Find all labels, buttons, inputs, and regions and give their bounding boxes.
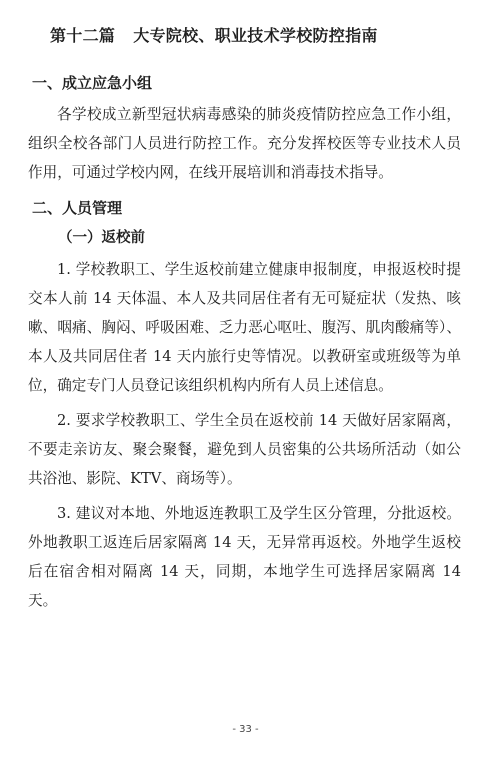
section-heading: 一、成立应急小组 xyxy=(32,74,153,92)
chapter-title: 大专院校、职业技术学校防控指南 xyxy=(133,26,378,45)
paragraph: 2. 要求学校教职工、学生全员在返校前 14 天做好居家隔离，不要走亲访友、聚会聚餐，避免到人员密集的公共场所活动（如公共浴池、影院、KTV、商场等）。 xyxy=(28,412,461,487)
section-emergency-group xyxy=(28,68,461,187)
section-heading: 二、人员管理 xyxy=(32,199,123,217)
page-title xyxy=(28,22,461,50)
paragraph: 各学校成立新型冠状病毒感染的肺炎疫情防控应急工作小组，组织全校各部门人员进行防控工作。充分发挥校医等专业技术人员作用，可通过学校内网，在线开展培训和消毒技术指导。 xyxy=(28,106,461,181)
sub-heading: （一）返校前 xyxy=(58,229,145,246)
section-personnel-management xyxy=(28,193,461,615)
chapter-label: 第十二篇 xyxy=(50,26,116,45)
paragraph: 3. 建议对本地、外地返连教职工及学生区分管理，分批返校。外地教职工返连后居家隔离 14 天，无异常再返校。外地学生返校后在宿舍相对隔离 14 天，同期，本地学生可选择居家隔离 14 天。 xyxy=(28,505,461,609)
paragraph: 1. 学校教职工、学生返校前建立健康申报制度，申报返校时提交本人前 14 天体温、本人及共同居住者有无可疑症状（发热、咳嗽、咽痛、胸闷、呼吸困难、乏力恶心呕吐、腹泻、肌肉酸痛等）、本人及共同居住者 14 天内旅行史等情况。以教研室或班级等为单位，确定专门人员登记该组织机构内所有人员上述信息。 xyxy=(28,261,461,394)
page-number: - 33 - xyxy=(232,724,259,735)
